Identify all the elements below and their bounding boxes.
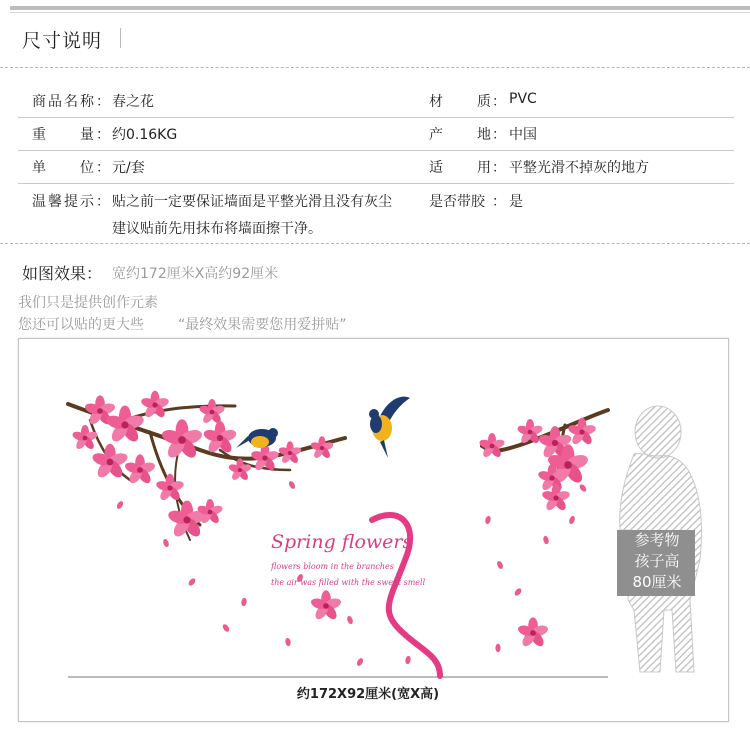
spec-value: 元/套: [112, 160, 145, 176]
note-line-1: 我们只是提供创作元素: [18, 295, 158, 311]
spec-value: 中国: [509, 127, 537, 143]
spec-label: 重量: [32, 127, 94, 143]
effect-label: 如图效果：: [22, 264, 103, 283]
spec-value: 贴之前一定要保证墙面是平整光滑且没有灰尘: [112, 194, 392, 210]
spec-colon: ：: [492, 194, 506, 210]
script-line-1: flowers bloom in the branches: [271, 562, 394, 571]
spec-label: 是否带胶: [429, 194, 485, 210]
reference-line: 孩子高: [634, 552, 680, 570]
spec-value: 是: [509, 194, 523, 210]
note-quote: “最终效果需要您用爱拼贴”: [178, 317, 347, 333]
reference-label: [617, 530, 695, 596]
spec-label: 温馨提示: [32, 194, 94, 210]
effect-size: 宽约172厘米X高约92厘米: [112, 266, 279, 282]
spec-colon: ：: [96, 160, 110, 176]
script-line-2: the air was filled with the sweet smell: [271, 578, 426, 587]
reference-line: 80厘米: [632, 573, 682, 591]
spec-label: 适用: [429, 160, 491, 176]
script-title: Spring flowers: [271, 531, 413, 553]
note-line-2: 您还可以贴的更大些: [18, 317, 144, 333]
bird-flying-icon: [369, 397, 410, 458]
spec-colon: ：: [96, 127, 110, 143]
spec-value-line2: 建议贴前先用抹布将墙面擦干净。: [112, 221, 322, 237]
spec-value: 春之花: [112, 94, 154, 110]
bird-perched-icon: [236, 428, 278, 448]
spec-colon: ：: [492, 127, 506, 143]
spec-value: 平整光滑不掉灰的地方: [509, 160, 649, 176]
spec-colon: ：: [96, 194, 110, 210]
spec-label: 材 质: [429, 94, 491, 110]
spec-label: 单位: [32, 160, 94, 176]
right-blossoms: [478, 418, 597, 649]
spec-value: PVC: [509, 91, 537, 107]
spec-colon: ：: [492, 160, 506, 176]
spec-label: 产地: [429, 127, 491, 143]
spec-value: 约0.16KG: [112, 127, 178, 143]
reference-line: 参考物: [634, 531, 680, 549]
size-caption: 约172X92厘米(宽X高): [296, 687, 440, 702]
spec-label: 商品名称: [32, 94, 94, 110]
page-title: 尺寸说明: [22, 30, 103, 52]
spec-colon: ：: [96, 94, 110, 110]
spec-colon: ：: [492, 94, 506, 110]
